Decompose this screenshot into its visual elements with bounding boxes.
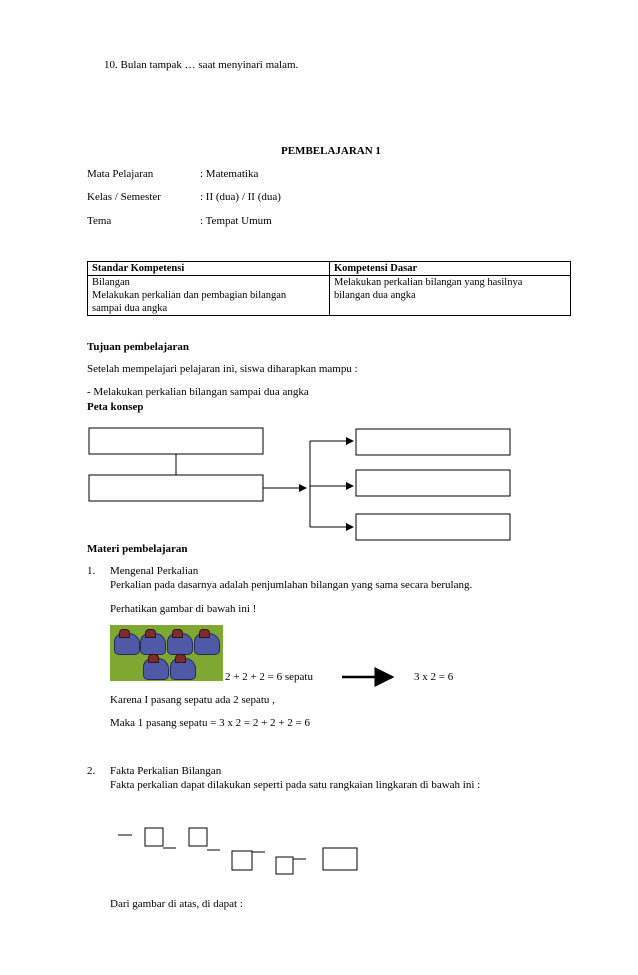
fakta-box [145,828,163,846]
peta-konsep-heading: Peta konsep [87,401,144,413]
section-2-number: 2. [87,765,96,777]
sk-line: sampai dua angka [92,303,168,314]
question-10: 10. Bulan tampak … saat menyinari malam. [104,59,299,71]
concept-box-top-left [89,428,263,454]
result-text: 3 x 2 = 6 [414,671,454,683]
header-kompetensi-dasar: Kompetensi Dasar [330,262,571,276]
info-label-tema: Tema [87,215,112,227]
info-label-mapel: Mata Pelajaran [87,168,154,180]
tujuan-heading: Tujuan pembelajaran [87,341,189,353]
kd-line: Melakukan perkalian bilangan yang hasilnya [334,277,523,288]
info-label-kelas: Kelas / Semester [87,191,161,203]
sum-text: 2 + 2 + 2 = 6 sepatu [225,671,313,683]
maka-text: Maka 1 pasang sepatu = 3 x 2 = 2 + 2 + 2 = 6 [110,717,310,729]
karena-text: Karena I pasang sepatu ada 2 sepatu , [110,694,275,706]
shoe-icon [114,633,140,655]
fakta-box [276,857,293,874]
fakta-box [232,851,252,870]
sk-line: Bilangan [92,277,130,288]
concept-box-bottom-left [89,475,263,501]
materi-heading: Materi pembelajaran [87,543,188,555]
shoe-icon [194,633,220,655]
section-1-number: 1. [87,565,96,577]
page-title: PEMBELAJARAN 1 [281,145,381,157]
info-value-tema: : Tempat Umum [200,215,272,227]
tujuan-item: - Melakukan perkalian bilangan sampai dua angka [87,386,309,398]
concept-box-right-middle [356,470,510,496]
shoe-icon [143,658,169,680]
header-standar-kompetensi: Standar Kompetensi [88,262,330,276]
fakta-box [323,848,357,870]
section-2-title: Fakta Perkalian Bilangan [110,765,222,777]
tujuan-text: Setelah mempelajari pelajaran ini, siswa diharapkan mampu : [87,363,358,375]
fakta-diagram [118,828,357,874]
shoe-icon [140,633,166,655]
shoe-icon [170,658,196,680]
concept-box-right-top [356,429,510,455]
sk-line: Melakukan perkalian dan pembagian bilangan [92,290,287,301]
info-value-mapel: : Matematika [200,168,259,180]
info-value-kelas: : II (dua) / II (dua) [200,191,281,203]
shoe-icon [167,633,193,655]
concept-box-right-bottom [356,514,510,540]
section-1-text: Perkalian pada dasarnya adalah penjumlahan bilangan yang sama secara berulang. [110,579,473,591]
kd-line: bilangan dua angka [334,290,416,301]
shoes-image [110,625,223,681]
dari-text: Dari gambar di atas, di dapat : [110,898,243,910]
section-1-title: Mengenal Perkalian [110,565,199,577]
section-2-text: Fakta perkalian dapat dilakukan seperti pada satu rangkaian lingkaran di bawah ini : [110,779,481,791]
fakta-box [189,828,207,846]
section-1-instruction: Perhatikan gambar di bawah ini ! [110,603,257,615]
